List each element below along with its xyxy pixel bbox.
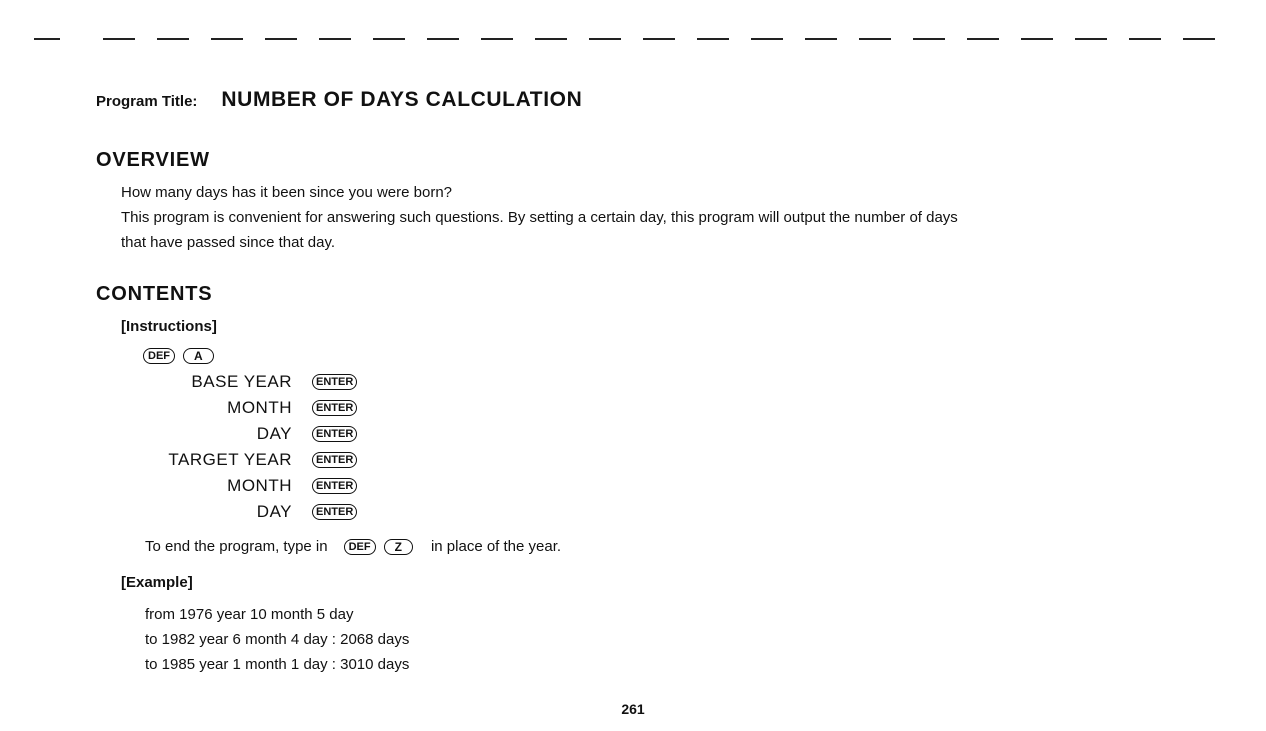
example-line: to 1982 year 6 month 4 day : 2068 days <box>145 631 410 648</box>
dashed-separator <box>0 38 1266 42</box>
program-title <box>96 88 582 112</box>
enter-key: ENTER <box>312 478 357 494</box>
instructions-heading: [Instructions] <box>121 318 217 335</box>
contents-heading: CONTENTS <box>96 283 213 305</box>
instruction-field: MONTH <box>227 476 292 495</box>
z-key: Z <box>384 539 413 555</box>
instruction-row <box>120 396 380 420</box>
example-line: from 1976 year 10 month 5 day <box>145 606 354 623</box>
instruction-row <box>120 370 380 394</box>
enter-key: ENTER <box>312 400 357 416</box>
a-key: A <box>183 348 214 364</box>
start-keys <box>143 348 214 364</box>
overview-line: This program is convenient for answering such questions. By setting a certain day, this program will output the number of days <box>121 209 958 226</box>
instruction-row <box>120 422 380 446</box>
overview-line: that have passed since that day. <box>121 234 336 251</box>
example-heading: [Example] <box>121 574 193 591</box>
enter-key: ENTER <box>312 452 357 468</box>
program-title-value: NUMBER OF DAYS CALCULATION <box>221 88 583 111</box>
enter-key: ENTER <box>312 426 357 442</box>
end-text-post: in place of the year. <box>430 538 562 555</box>
end-instruction <box>145 538 561 555</box>
instruction-row <box>120 500 380 524</box>
def-key: DEF <box>344 539 376 555</box>
instruction-row <box>120 474 380 498</box>
instruction-field: MONTH <box>227 398 292 417</box>
def-key: DEF <box>143 348 175 364</box>
instruction-field: DAY <box>256 424 292 443</box>
instruction-field: BASE YEAR <box>191 372 292 391</box>
overview-heading: OVERVIEW <box>96 149 210 171</box>
enter-key: ENTER <box>312 504 357 520</box>
instruction-field: DAY <box>256 502 292 521</box>
instruction-row <box>120 448 380 472</box>
page-number: 261 <box>621 701 645 717</box>
example-line: to 1985 year 1 month 1 day : 3010 days <box>145 656 410 673</box>
end-text-pre: To end the program, type in <box>145 538 328 555</box>
overview-line: How many days has it been since you were born? <box>121 184 453 201</box>
instruction-field: TARGET YEAR <box>168 450 292 469</box>
program-title-label: Program Title: <box>96 93 198 110</box>
enter-key: ENTER <box>312 374 357 390</box>
